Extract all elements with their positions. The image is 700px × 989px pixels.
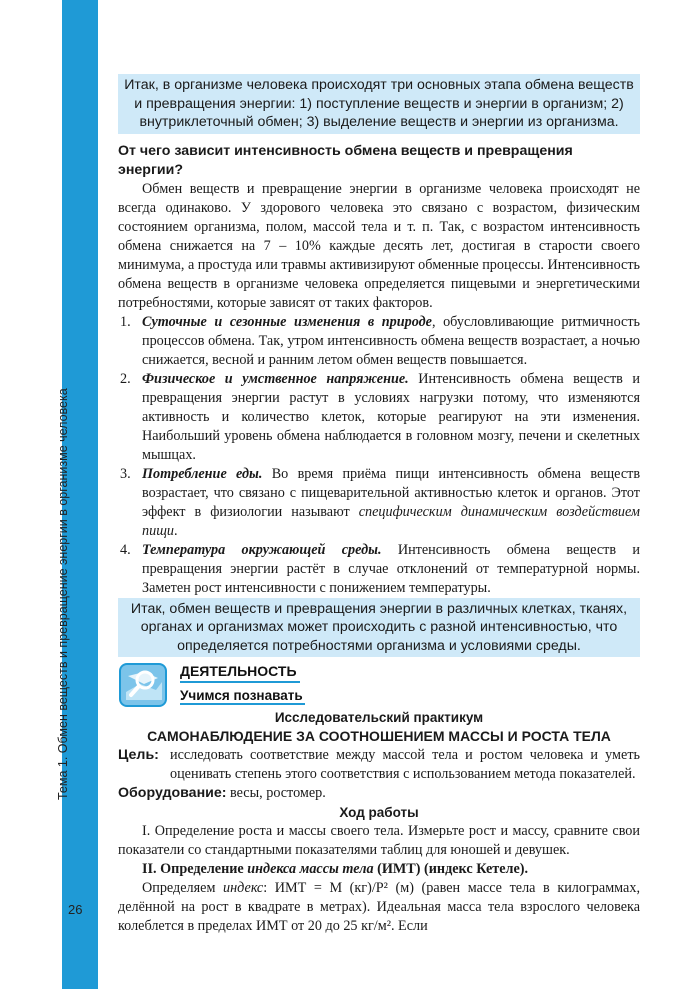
- activity-title-underline: [180, 681, 300, 683]
- activity-header: [118, 662, 640, 708]
- step-2-term: индекса массы тела: [247, 861, 374, 877]
- equipment-label: Оборудование:: [118, 785, 227, 801]
- factor-text: Интенсивность обмена веществ и превращения энергии растёт в случае отклонений от температурной нормы. Заметен рост интенсивности с понижением температуры.: [142, 541, 640, 596]
- list-item: [118, 370, 640, 465]
- factor-end: .: [174, 522, 178, 539]
- activity-subtitle: Учимся познавать: [180, 688, 303, 703]
- list-item-number: 3.: [120, 465, 131, 482]
- list-item: [118, 465, 640, 541]
- page-number: 26: [68, 902, 83, 917]
- factor-title: Суточные и сезонные изменения в природе: [142, 313, 432, 330]
- goal-block: [118, 746, 640, 784]
- equipment-text: весы, ростомер.: [230, 785, 326, 801]
- list-item-number: 4.: [120, 541, 131, 558]
- list-item-number: 1.: [120, 313, 131, 330]
- workshop-label: Исследовательский практикум: [274, 710, 484, 725]
- goal-text: исследовать соответствие между массой тела и ростом человека и уметь оценивать степень этого соответствия с использованием метода показателей.: [170, 747, 640, 782]
- step-2-prefix: II. Определение: [142, 861, 244, 877]
- factor-italic-term: специфическим динамическим воздействием пищи: [142, 503, 640, 539]
- conclusion-box: Итак, обмен веществ и превращения энергии в различных клетках, тканях, органах и организмах может происходить с разной интенсивностью, что определяется потребностями организма и условиями среды.: [118, 598, 640, 658]
- step-2-body-term: индекс: [223, 880, 264, 896]
- factors-list: [118, 313, 640, 598]
- step-1: I. Определение роста и массы своего тела. Измерьте рост и массу, сравните свои показатели со стандартными показателями таблиц для юношей и девушек.: [118, 823, 640, 858]
- factor-title: Потребление еды.: [142, 465, 263, 482]
- step-2-heading: [118, 860, 640, 879]
- step-2-body-b: : ИМТ = М (кг)/Р² (м) (равен массе тела в килограммах, делённой на рост в квадрате в метрах). Идеальная масса тела взрослого человека колеблется в пределах ИМТ от 20 до 25 кг/м². Если: [118, 880, 640, 934]
- section-heading: От чего зависит интенсивность обмена веществ и превращения энергии?: [118, 142, 573, 178]
- page-content: [118, 74, 640, 936]
- activity-subtitle-underline: [180, 703, 305, 705]
- factor-text: Интенсивность обмена веществ и превращения энергии растут в условиях нагрузки потому, что изменяются активность и количество клеток, которые реагируют на эти изменения. Наибольший уровень обмена наблюдается в головном мозгу, печени и скелетных мышцах.: [142, 370, 641, 463]
- step-2-suffix: (ИМТ) (индекс Кетеле).: [377, 861, 529, 877]
- page-margin: [0, 0, 62, 989]
- workshop-title: САМОНАБЛЮДЕНИЕ ЗА СООТНОШЕНИЕМ МАССЫ И РОСТА ТЕЛА: [147, 728, 611, 744]
- list-item-number: 2.: [120, 370, 131, 387]
- running-title: Тема 1. Обмен веществ и превращение энергии в организме человека: [56, 388, 70, 800]
- factor-title: Температура окружающей среды.: [142, 541, 382, 558]
- goal-label: Цель:: [118, 747, 159, 763]
- section-paragraph: Обмен веществ и превращение энергии в организме человека происходят не всегда одинаково. У здорового человека это связано с возрастом, физическим состоянием организма, полом, массой тела и т. п. Так, с возрастом интенсивность обмена снижается на 7 – 10% каждые десять лет, достигая в старости своего минимума, а простуда или травмы активизируют обменные процессы. Интенсивность обмена веществ в организме человека определяется пищевыми и энергетическими потребностями, которые зависят от таких факторов.: [118, 180, 640, 311]
- list-item: [118, 313, 640, 370]
- step-2-body: [118, 879, 640, 936]
- factor-title: Физическое и умственное напряжение.: [142, 370, 409, 387]
- intro-summary-box: Итак, в организме человека происходят три основных этапа обмена веществ и превращения энергии: 1) поступление веществ и энергии в организм; 2) внутриклеточный обмен; 3) выделение веществ и энергии из организма.: [118, 74, 640, 134]
- procedure-heading: Ход работы: [339, 805, 419, 820]
- activity-title: ДЕЯТЕЛЬНОСТЬ: [180, 663, 297, 679]
- factor-text: , обусловливающие ритмичность процессов обмена. Так, утром интенсивность обмена веществ возрастает, а ночью снижается, весной и ранним летом обмен веществ повышается.: [142, 313, 640, 368]
- magnifier-map-icon: [118, 662, 168, 708]
- equipment-line: [118, 784, 640, 803]
- list-item: [118, 541, 640, 598]
- step-2-body-a: Определяем: [142, 880, 216, 896]
- factor-text: Во время приёма пищи интенсивность обмена веществ возрастает, что связано с пищеварительной активностью клеток и органов. Этот эффект в физиологии называют: [142, 465, 641, 520]
